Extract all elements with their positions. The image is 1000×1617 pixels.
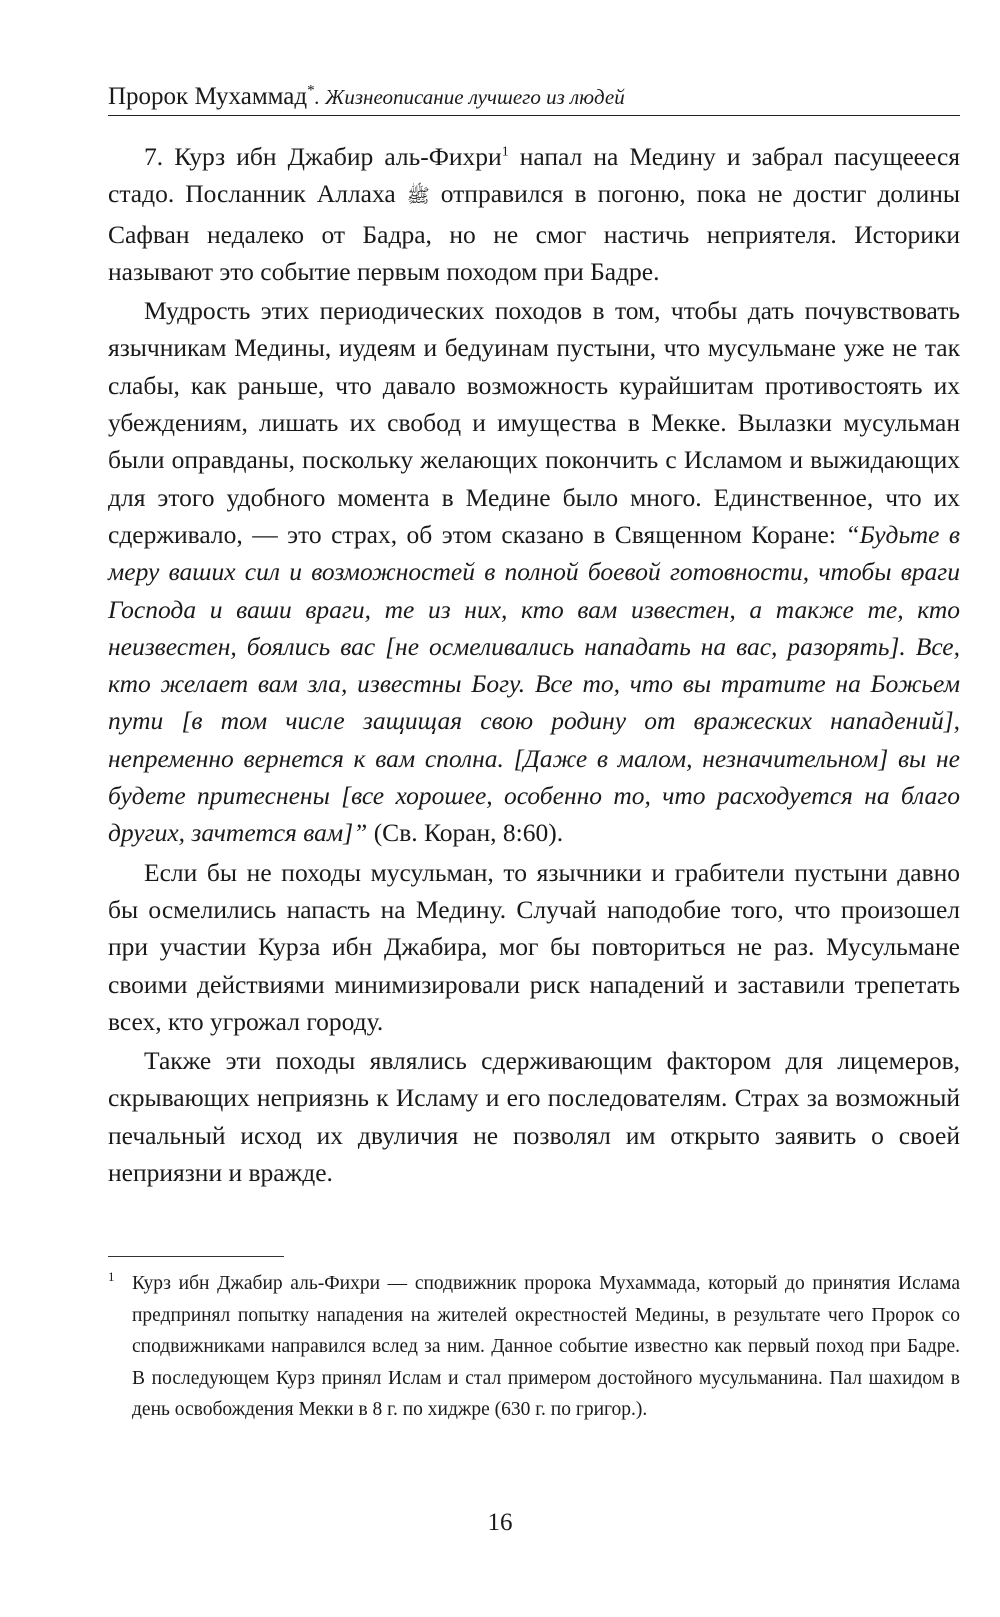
paragraph-1-text-a: 7. Курз ибн Джабир аль-Фихри [144,142,502,171]
footnote-text: Курз ибн Джабир аль-Фихри — сподвижник пророка Мухаммада, который до принятия Ислама предпринял попытку нападения на жителей окрестностей Медины, в результате чего Пророк со сподвижниками направился вслед за ним. Данное событие известно как первый поход при Бадре. В последующем Курз принял Ислам и стал примером достойного мусульманина. Пал шахидом в день освобождения Мекки в 8 г. по хиджре (630 г. по григор.). [132,1273,960,1421]
salawat-glyph: ﷺ [406,186,430,208]
header-asterisk: * [307,82,315,99]
paragraph-4: Также эти походы являлись сдерживающим фактором для лицемеров, скрывающих неприязнь к Исламу и его последователям. Страх за возможный печальный исход их двуличия не позволял им открыто заявить о своей неприязни и вражде. [108,1046,960,1188]
paragraph-3: Если бы не походы мусульман, то язычники и грабители пустыни давно бы осмелились напасть на Медину. Случай наподобие того, что произошел при участии Курза ибн Джабира, мог бы повториться не раз. Мусульмане своими действиями минимизировали риск нападений и заставили трепетать всех, кто угрожал городу. [108,857,960,1036]
page-number: 16 [487,1509,513,1536]
book-subtitle: . Жизнеописание лучшего из людей [314,85,625,109]
footnote-marker: 1 [108,1269,115,1284]
book-title: Пророк Мухаммад [108,83,308,110]
paragraph-2-text-a: Мудрость этих периодических походов в том, чтобы дать почувствовать язычникам Медины, иудеям и бедуинам пустыни, что мусульмане уже не так слабы, как раньше, что давало возможность курайшитам противостоять их убеждениям, лишать их свобод и имущества в Мекке. Вылазки мусульман были оправданы, поскольку желающих покончить с Исламом и выжидающих для этого удобного момента в Медине было много. Единственное, что их сдерживало, — это страх, об этом сказано в Священном Коране: [108,296,960,549]
quran-quote: “Будьте в меру ваших сил и возможностей в полной боевой готовности, чтобы враги Господа и ваши враги, те из них, кто вам известен, а также те, кто неизвестен, боялись вас [не осмеливались нападать на вас, разорять]. Все, кто желает вам зла, известны Богу. Все то, что вы тратите на Божьем пути [в том числе защищая свою родину от вражеских нападений], непременно вернется к вам сполна. [Даже в малом, незначительном] вы не будете притеснены [все хорошее, особенно то, что расходуется на благо других, зачтется вам]” [108,519,960,848]
paragraph-2 [108,292,960,851]
main-text [108,138,960,1191]
quote-citation: (Св. Коран, 8:60). [367,818,564,848]
paragraph-1 [108,138,960,290]
footnote-reference: 1 [501,144,509,160]
footnote-separator [108,1256,284,1257]
paragraph-1-text-c: отправился в погоню, пока не достиг долины Сафван недалеко от Бадра, но не смог настичь неприятеля. Историки называют это событие первым походом при Бадре. [108,179,960,286]
paragraph-1-text-b: напал на Медину и забрал пасущеееся стадо. Посланник Аллаха [108,142,960,209]
running-header [108,82,960,116]
footnote [108,1268,960,1426]
